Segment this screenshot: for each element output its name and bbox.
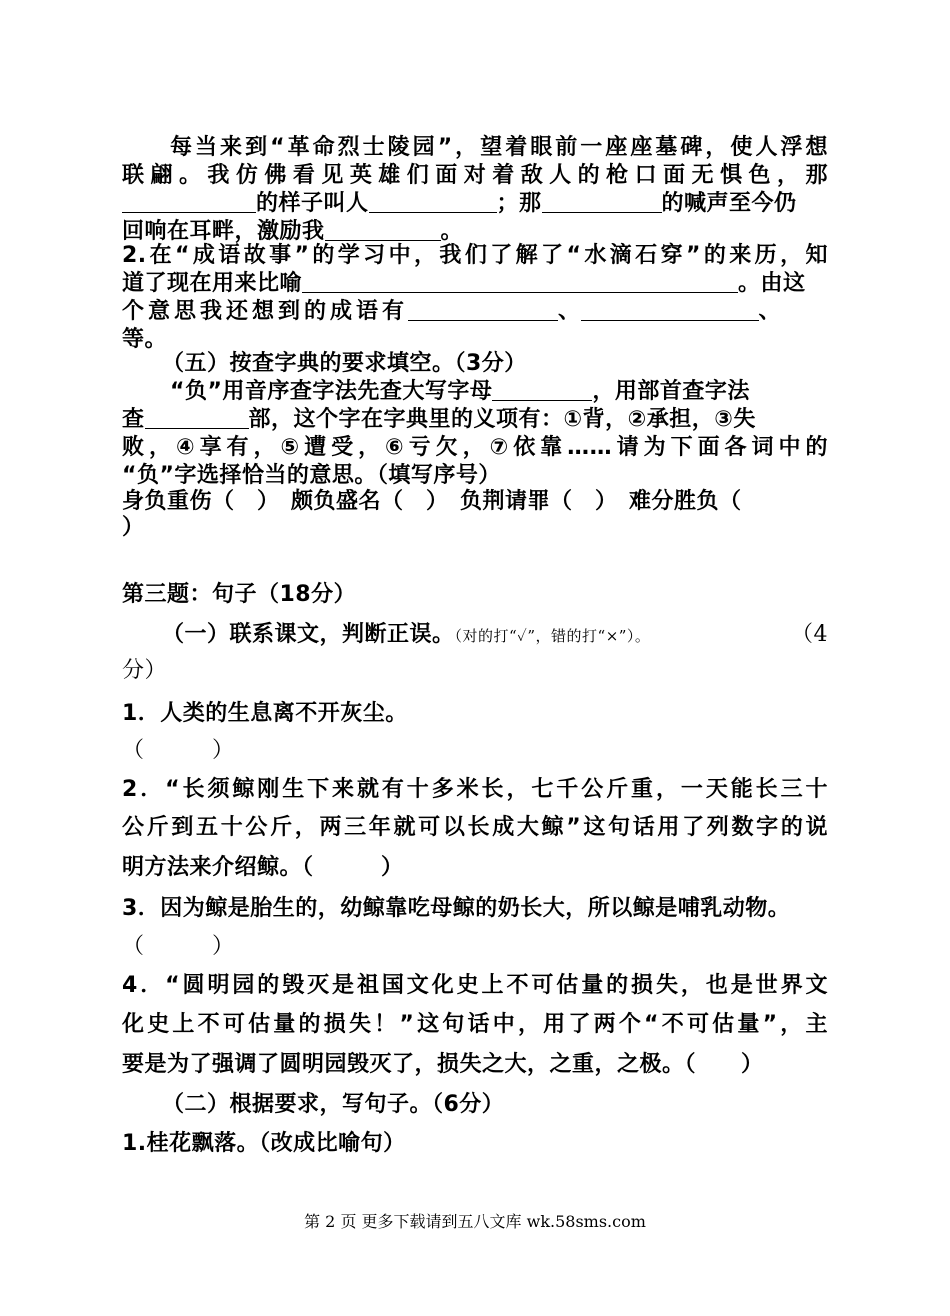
page-footer: 第 2 页 更多下载请到五八文库 wk.58sms.com	[304, 1212, 646, 1231]
question-line: 2.在“成语故事”的学习中，我们了解了“水滴石穿”的来历，知	[122, 243, 828, 268]
question-line: 明方法来介绍鲸。（ ）	[122, 855, 404, 880]
paragraph-line: “负”字选择恰当的意思。（填写序号）	[122, 463, 501, 488]
answer-blank[interactable]	[408, 298, 558, 321]
question-line: 1.桂花飘落。（改成比喻句）	[122, 1130, 406, 1156]
section-heading: （一）联系课文，判断正误。（对的打“✓”，错的打“×”）。 （4	[162, 622, 828, 647]
answer-blank[interactable]	[542, 190, 662, 213]
paragraph-line: 败，④享有，⑤遭受，⑥亏欠，⑦依靠……请为下面各词中的	[122, 435, 828, 460]
word-choice-line: 身负重伤（ ） 颇负盛名（ ） 负荆请罪（ ） 难分胜负（	[122, 489, 742, 514]
paragraph-line: 查 部，这个字在字典里的义项有：①背，②承担，③失	[122, 407, 756, 432]
answer-blank[interactable]	[325, 218, 441, 241]
paragraph-line: 回响在耳畔，激励我 。	[122, 219, 464, 244]
paragraph-line: “负”用音序查字法先查大写字母 ，用部首查字法	[170, 379, 750, 404]
answer-blank[interactable]	[302, 270, 738, 293]
question-line: 要是为了强调了圆明园毁灭了，损失之大，之重，之极。（ ）	[122, 1052, 764, 1077]
question-line: 4．“圆明园的毁灭是祖国文化史上不可估量的损失，也是世界文	[122, 973, 828, 998]
question-line: 2．“长须鲸刚生下来就有十多米长，七千公斤重，一天能长三十	[122, 777, 828, 802]
paragraph-line: 联翩。我仿佛看见英雄们面对着敌人的枪口面无惧色，那	[122, 163, 828, 188]
answer-blank[interactable]	[145, 406, 249, 429]
answer-paren[interactable]: （ ）	[122, 934, 235, 959]
section-heading: （二）根据要求，写句子。（6分）	[162, 1092, 505, 1117]
question-line: 1．人类的生息离不开灰尘。	[122, 701, 408, 726]
answer-blank[interactable]	[492, 378, 592, 401]
question-line: 道了现在用来比喻 。由这	[122, 271, 806, 296]
answer-blank[interactable]	[581, 298, 759, 321]
answer-blank[interactable]	[369, 190, 497, 213]
question-line: 等。	[122, 327, 168, 352]
question-line: 3．因为鲸是胎生的，幼鲸靠吃母鲸的奶长大，所以鲸是哺乳动物。	[122, 896, 791, 921]
answer-blank[interactable]	[122, 190, 256, 213]
question-line: 个意思我还想到的成语有 、 、	[122, 299, 782, 324]
section-heading: （五）按查字典的要求填空。（3分）	[162, 351, 527, 376]
question-line: 化史上不可估量的损失！”这句话中，用了两个“不可估量”，主	[122, 1012, 828, 1037]
answer-paren[interactable]: （ ）	[122, 738, 235, 763]
section-title: 第三题：句子（18分）	[122, 582, 357, 607]
paragraph-line: 每当来到“革命烈士陵园”，望着眼前一座座墓碑，使人浮想	[170, 135, 828, 160]
question-line: 公斤到五十公斤，两三年就可以长成大鲸”这句话用了列数字的说	[122, 815, 828, 840]
word-choice-line: ）	[122, 515, 145, 540]
paragraph-line: 的样子叫人 ；那 的喊声至今仍	[122, 189, 828, 219]
score-line: 分）	[122, 658, 168, 683]
